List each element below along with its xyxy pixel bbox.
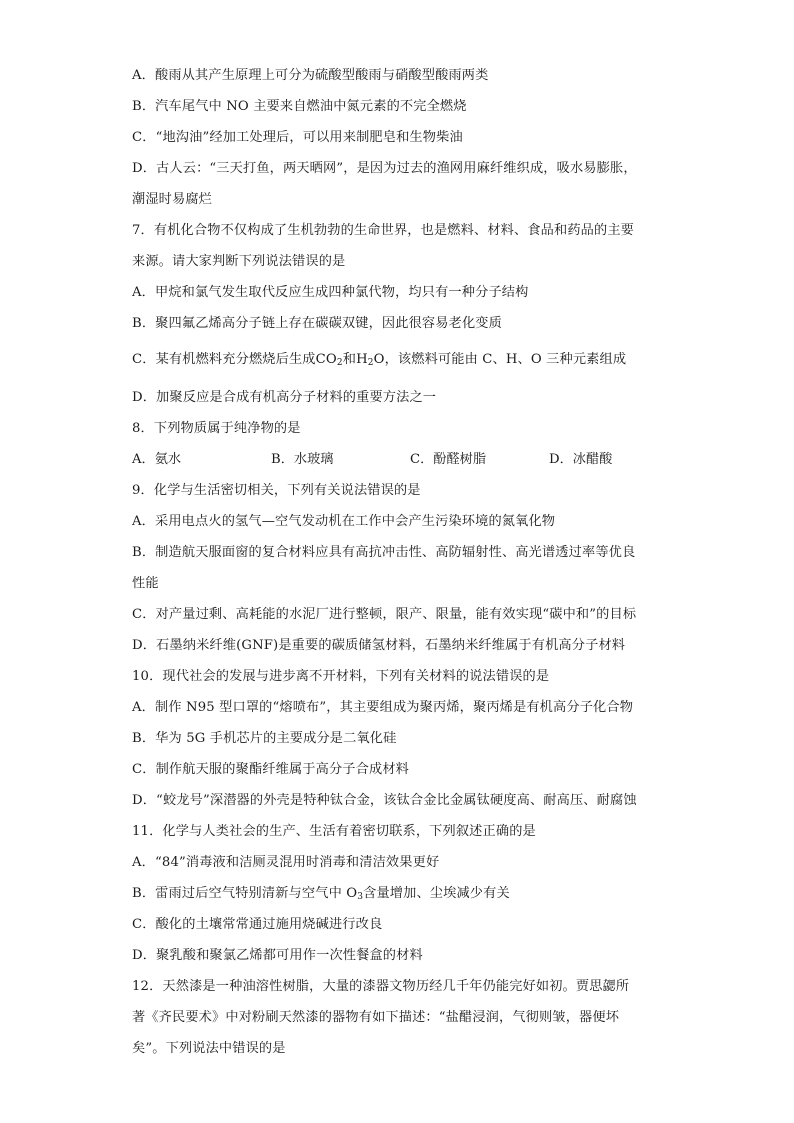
q7-option-c <box>132 350 672 373</box>
q9-option-b-cont: 性能 <box>132 576 159 591</box>
q10-option-b: B．华为 5G 手机芯片的主要成分是二氧化硅 <box>132 731 397 746</box>
q10-option-c: C．制作航天服的聚酯纤维属于高分子合成材料 <box>132 762 409 777</box>
q6-option-a: A．酸雨从其产生原理上可分为硫酸型酸雨与硝酸型酸雨两类 <box>132 68 489 83</box>
q11-b-pre: B．雷雨过后空气特别清新与空气中 O <box>132 886 358 901</box>
q8-option-a: A．氨水 <box>132 452 182 467</box>
q9-option-b: B．制造航天服面窗的复合材料应具有高抗冲击性、高防辐射性、高光谱透过率等优良 <box>132 545 636 560</box>
q7-option-b: B．聚四氟乙烯高分子链上存在碳碳双键，因此很容易老化变质 <box>132 316 502 331</box>
q10-stem: 10．现代社会的发展与进步离不开材料，下列有关材料的说法错误的是 <box>132 669 550 684</box>
co2-formula: $CO_2$ <box>315 352 343 368</box>
q6-option-c: C．“地沟油”经加工处理后，可以用来制肥皂和生物柴油 <box>132 130 463 145</box>
q7-option-a: A．甲烷和氯气发生取代反应生成四种氯代物，均只有一种分子结构 <box>132 285 529 300</box>
q9-stem: 9．化学与生活密切相关，下列有关说法错误的是 <box>132 483 421 498</box>
q6-option-b: B．汽车尾气中 NO 主要来自燃油中氮元素的不完全燃烧 <box>132 99 467 114</box>
q8-option-b: B．水玻璃 <box>271 452 334 467</box>
q9-option-d: D．石墨纳米纤维(GNF)是重要的碳质储氢材料，石墨纳米纤维属于有机高分子材料 <box>132 638 626 653</box>
q11-option-d: D．聚乳酸和聚氯乙烯都可用作一次性餐盒的材料 <box>132 948 423 963</box>
q7-option-d: D．加聚反应是合成有机高分子材料的重要方法之一 <box>132 390 437 405</box>
q11-b-post: 含量增加、尘埃减少有关 <box>363 886 510 901</box>
q12-stem-cont-1: 著《齐民要术》中对粉刷天然漆的器物有如下描述：“盐醋浸润，气彻则皱，器便坏 <box>132 1010 620 1025</box>
q9-option-a: A．采用电点火的氢气—空气发动机在工作中会产生污染环境的氮氧化物 <box>132 514 556 529</box>
q11-option-b <box>132 884 672 907</box>
q8-options <box>132 450 672 470</box>
q11-stem: 11．化学与人类社会的生产、生活有着密切联系，下列叙述正确的是 <box>132 824 536 839</box>
q11-option-a: A．“84”消毒液和洁厕灵混用时消毒和清洁效果更好 <box>132 855 440 870</box>
q8-option-c: C．酚醛树脂 <box>410 452 487 467</box>
q6-option-d: D．古人云：“三天打鱼，两天晒网”，是因为过去的渔网用麻纤维织成，吸水易膨胀， <box>132 161 637 176</box>
q8-stem: 8．下列物质属于纯净物的是 <box>132 421 301 436</box>
q8-option-d: D．冰醋酸 <box>549 452 613 467</box>
q12-stem-cont-2: 矣”。下列说法中错误的是 <box>132 1041 286 1056</box>
q7-c-post: ，该燃料可能由 C、H、O 三种元素组成 <box>384 352 627 367</box>
q6-option-d-cont: 潮湿时易腐烂 <box>132 192 213 207</box>
q7-stem: 7．有机化合物不仅构成了生机勃勃的生命世界，也是燃料、材料、食品和药品的主要 <box>132 223 635 238</box>
q7-c-and: 和 <box>342 352 357 367</box>
h2o-formula: $H_2O$ <box>356 352 385 368</box>
q12-stem: 12．天然漆是一种油溶性树脂，大量的漆器文物历经几千年仍能完好如初。贾思勰所 <box>132 979 630 994</box>
q7-stem-cont: 来源。请大家判断下列说法错误的是 <box>132 254 346 269</box>
q9-option-c: C．对产量过剩、高耗能的水泥厂进行整顿，限产、限量，能有效实现“碳中和”的目标 <box>132 607 637 622</box>
q10-option-d: D．“蛟龙号”深潜器的外壳是特种钛合金，该钛合金比金属钛硬度高、耐高压、耐腐蚀 <box>132 793 637 808</box>
q11-option-c: C．酸化的土壤常常通过施用烧碱进行改良 <box>132 917 383 932</box>
q7-c-pre: C．某有机燃料充分燃烧后生成 <box>132 352 316 367</box>
q10-option-a: A．制作 N95 型口罩的“熔喷布”，其主要组成为聚丙烯，聚丙烯是有机高分子化合物 <box>132 700 634 715</box>
o3-formula: 3 <box>357 892 364 902</box>
